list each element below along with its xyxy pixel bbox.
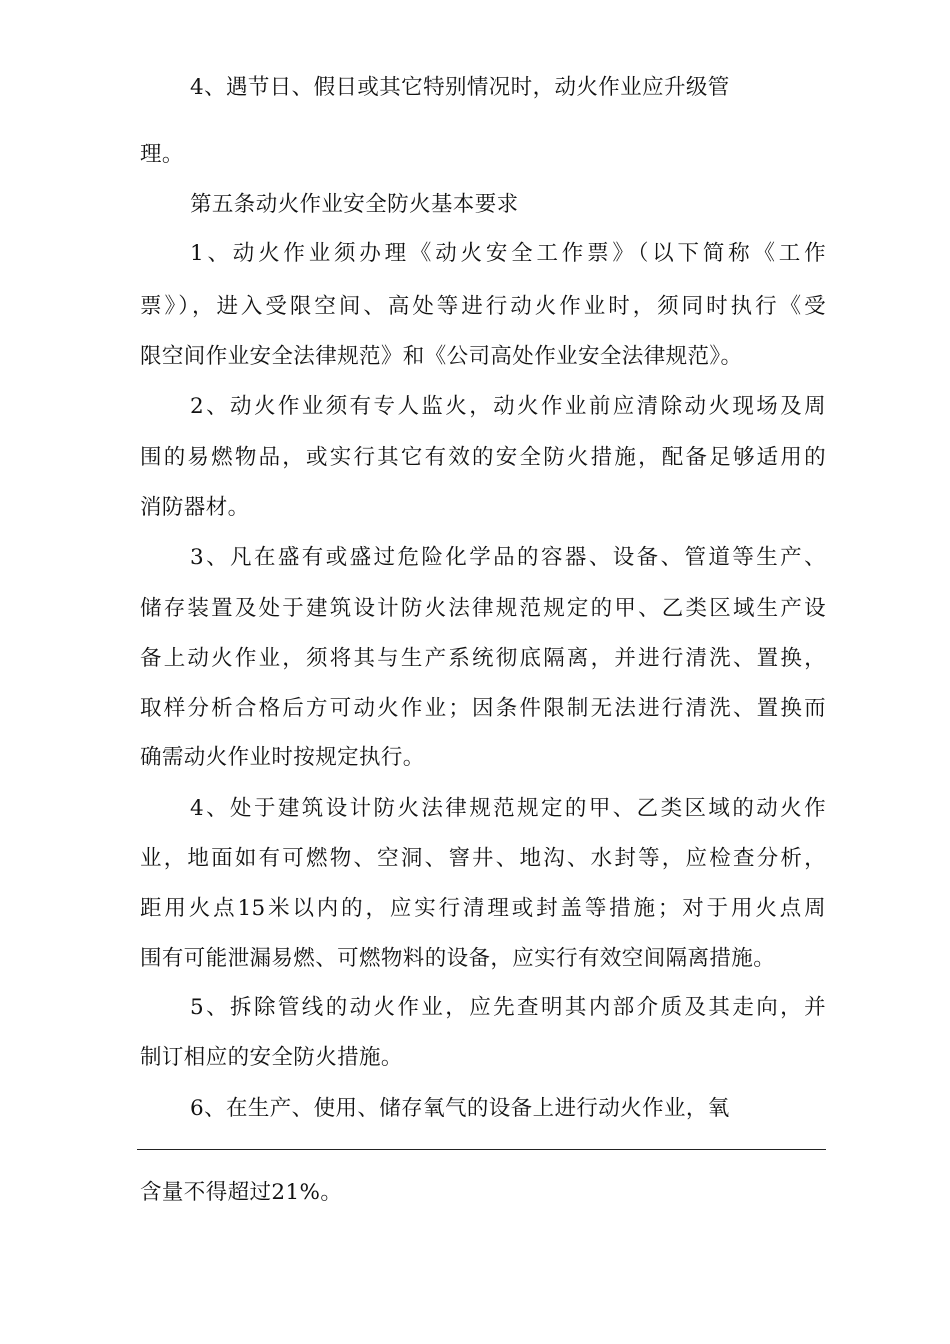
text-line: 票》），进入受限空间、高处等进行动火作业时，须同时执行《受 <box>140 294 826 319</box>
text-line: 5、拆除管线的动火作业，应先查明其内部介质及其走向，并 <box>190 995 826 1020</box>
text-line: 3、凡在盛有或盛过危险化学品的容器、设备、管道等生产、 <box>190 545 826 570</box>
text-line: 4、遇节日、假日或其它特别情况时，动火作业应升级管 <box>190 75 730 100</box>
text-line: 理。 <box>140 142 184 167</box>
text-line: 2、动火作业须有专人监火，动火作业前应清除动火现场及周 <box>190 394 826 419</box>
text-line: 备上动火作业，须将其与生产系统彻底隔离，并进行清洗、置换， <box>140 646 826 671</box>
text-line: 围的易燃物品，或实行其它有效的安全防火措施，配备足够适用的 <box>140 445 826 470</box>
footnote-separator <box>137 1149 826 1150</box>
text-line: 4、处于建筑设计防火法律规范规定的甲、乙类区域的动火作 <box>190 796 826 821</box>
text-line: 1、动火作业须办理《动火安全工作票》（以下简称《工作 <box>190 241 826 266</box>
text-line: 储存装置及处于建筑设计防火法律规范规定的甲、乙类区域生产设 <box>140 596 826 621</box>
text-line: 消防器材。 <box>140 495 250 520</box>
text-line: 围有可能泄漏易燃、可燃物料的设备，应实行有效空间隔离措施。 <box>140 946 776 971</box>
text-line: 制订相应的安全防火措施。 <box>140 1045 403 1070</box>
text-line: 6、在生产、使用、储存氧气的设备上进行动火作业，氧 <box>190 1096 730 1121</box>
text-line: 限空间作业安全法律规范》和《公司高处作业安全法律规范》。 <box>140 344 743 369</box>
text-line: 距用火点15米以内的，应实行清理或封盖等措施；对于用火点周 <box>140 896 826 921</box>
text-line: 业，地面如有可燃物、空洞、窨井、地沟、水封等，应检查分析， <box>140 846 826 871</box>
text-line: 取样分析合格后方可动火作业；因条件限制无法进行清洗、置换而 <box>140 696 826 721</box>
section-heading: 第五条动火作业安全防火基本要求 <box>190 192 519 217</box>
text-line: 确需动火作业时按规定执行。 <box>140 745 425 770</box>
footnote-text: 含量不得超过21%。 <box>140 1180 343 1205</box>
